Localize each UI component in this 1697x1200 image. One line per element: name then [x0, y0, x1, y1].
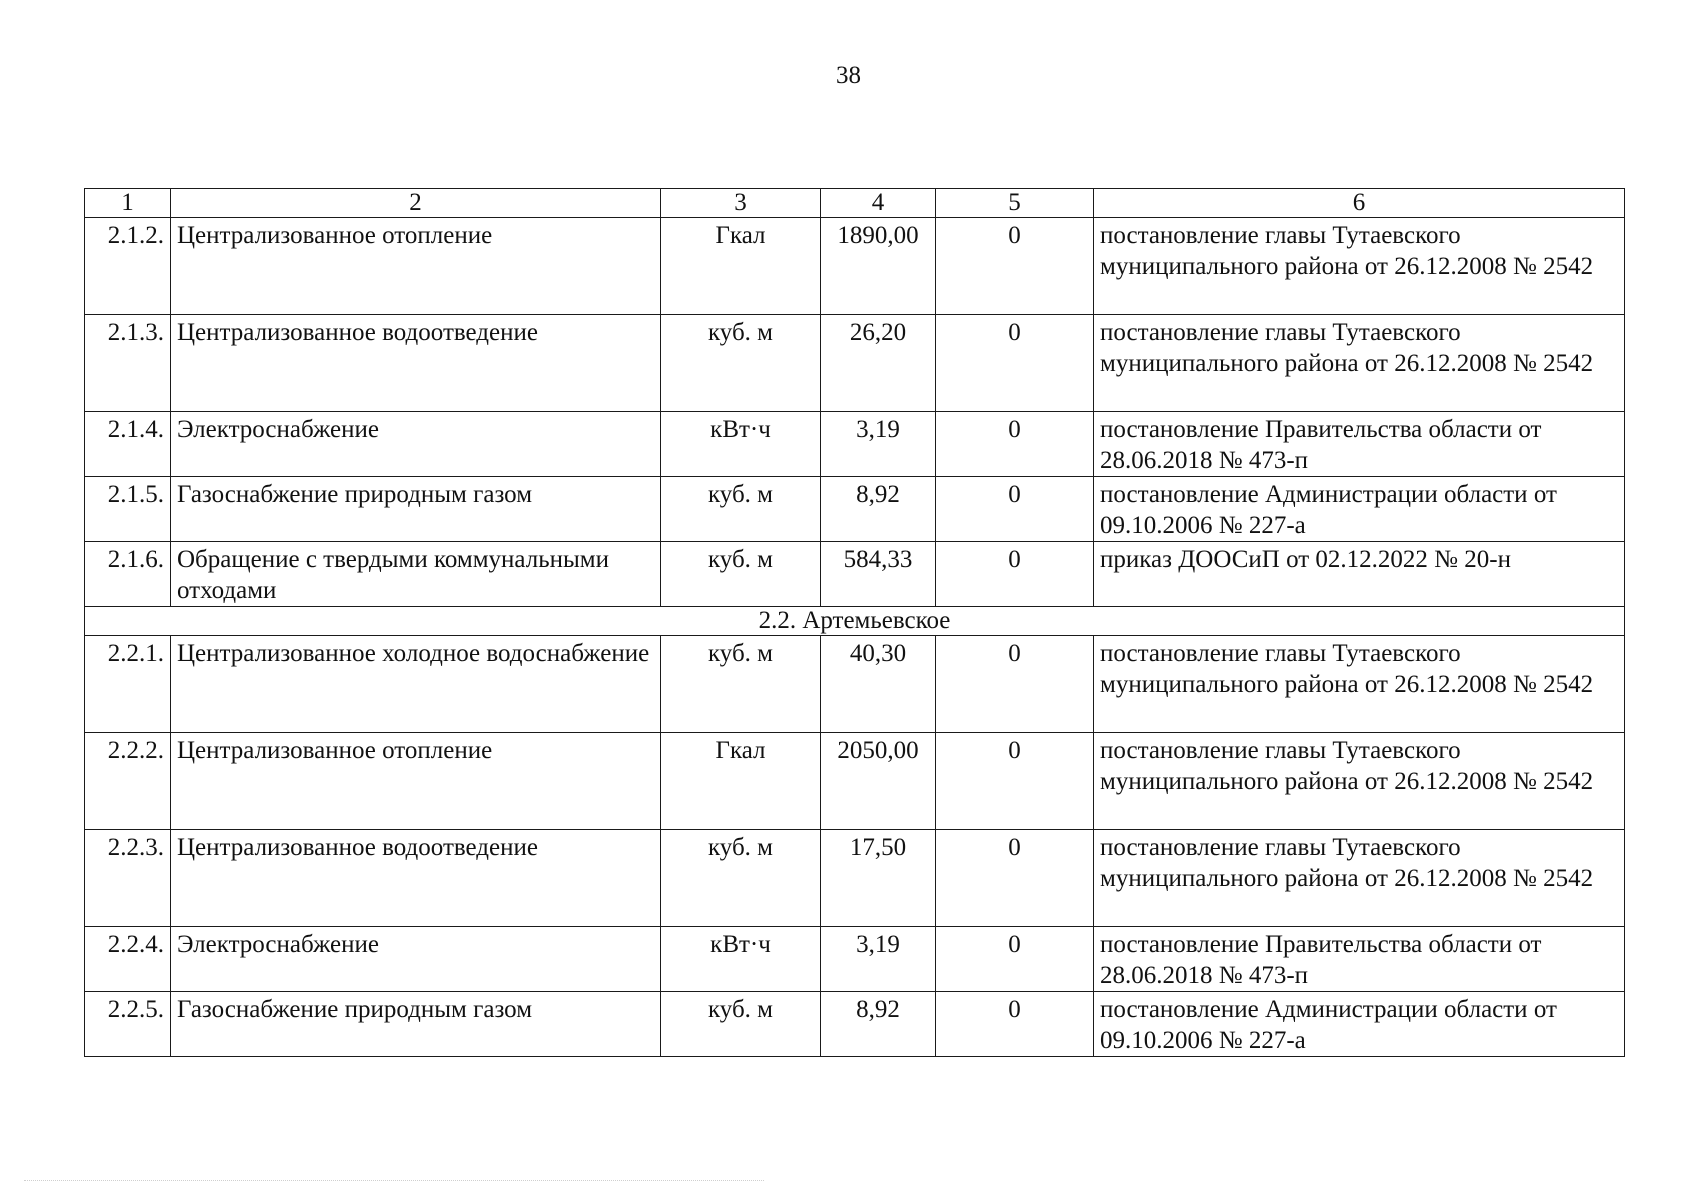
column-5-value-cell: 0 — [936, 830, 1094, 927]
row-number-cell: 2.1.6. — [85, 542, 171, 607]
service-name-cell: Обращение с твердыми коммунальными отходами — [171, 542, 661, 607]
table-header-row — [85, 189, 1625, 218]
header-col-5: 5 — [936, 189, 1094, 218]
unit-cell: куб. м — [661, 992, 821, 1057]
table-row — [85, 218, 1625, 315]
table-row — [85, 542, 1625, 607]
column-5-value-cell: 0 — [936, 733, 1094, 830]
table-row — [85, 477, 1625, 542]
row-number-cell: 2.1.5. — [85, 477, 171, 542]
table-row — [85, 992, 1625, 1057]
norm-value-cell: 584,33 — [821, 542, 936, 607]
service-name-cell: Централизованное отопление — [171, 733, 661, 830]
norm-value-cell: 26,20 — [821, 315, 936, 412]
row-number-cell: 2.2.1. — [85, 636, 171, 733]
unit-cell: куб. м — [661, 315, 821, 412]
header-col-3: 3 — [661, 189, 821, 218]
legal-document-cell: постановление главы Тутаевского муниципального района от 26.12.2008 № 2542 — [1094, 218, 1625, 315]
header-col-6: 6 — [1094, 189, 1625, 218]
header-col-2: 2 — [171, 189, 661, 218]
legal-document-cell: постановление главы Тутаевского муниципального района от 26.12.2008 № 2542 — [1094, 830, 1625, 927]
column-5-value-cell: 0 — [936, 218, 1094, 315]
scan-artifact-line — [24, 1180, 764, 1182]
row-number-cell: 2.2.2. — [85, 733, 171, 830]
unit-cell: куб. м — [661, 636, 821, 733]
column-5-value-cell: 0 — [936, 636, 1094, 733]
norm-value-cell: 8,92 — [821, 992, 936, 1057]
service-name-cell: Централизованное отопление — [171, 218, 661, 315]
table-row — [85, 927, 1625, 992]
norm-value-cell: 3,19 — [821, 412, 936, 477]
header-col-1: 1 — [85, 189, 171, 218]
section-row — [85, 607, 1625, 636]
service-name-cell: Централизованное водоотведение — [171, 315, 661, 412]
table-row — [85, 315, 1625, 412]
legal-document-cell: постановление Правительства области от 28.06.2018 № 473-п — [1094, 412, 1625, 477]
norm-value-cell: 8,92 — [821, 477, 936, 542]
service-name-cell: Газоснабжение природным газом — [171, 992, 661, 1057]
row-number-cell: 2.1.2. — [85, 218, 171, 315]
column-5-value-cell: 0 — [936, 542, 1094, 607]
legal-document-cell: постановление Администрации области от 09.10.2006 № 227-а — [1094, 477, 1625, 542]
table-row — [85, 733, 1625, 830]
service-name-cell: Газоснабжение природным газом — [171, 477, 661, 542]
unit-cell: Гкал — [661, 733, 821, 830]
norm-value-cell: 1890,00 — [821, 218, 936, 315]
column-5-value-cell: 0 — [936, 992, 1094, 1057]
norm-value-cell: 40,30 — [821, 636, 936, 733]
tariff-table — [84, 188, 1625, 1057]
legal-document-cell: приказ ДООСиП от 02.12.2022 № 20-н — [1094, 542, 1625, 607]
service-name-cell: Электроснабжение — [171, 927, 661, 992]
column-5-value-cell: 0 — [936, 927, 1094, 992]
legal-document-cell: постановление Администрации области от 09.10.2006 № 227-а — [1094, 992, 1625, 1057]
legal-document-cell: постановление главы Тутаевского муниципального района от 26.12.2008 № 2542 — [1094, 315, 1625, 412]
norm-value-cell: 3,19 — [821, 927, 936, 992]
unit-cell: куб. м — [661, 830, 821, 927]
table-row — [85, 412, 1625, 477]
service-name-cell: Централизованное холодное водоснабжение — [171, 636, 661, 733]
row-number-cell: 2.2.5. — [85, 992, 171, 1057]
table-row — [85, 636, 1625, 733]
norm-value-cell: 17,50 — [821, 830, 936, 927]
row-number-cell: 2.1.4. — [85, 412, 171, 477]
unit-cell: куб. м — [661, 542, 821, 607]
page-number: 38 — [836, 62, 861, 89]
legal-document-cell: постановление главы Тутаевского муниципального района от 26.12.2008 № 2542 — [1094, 733, 1625, 830]
unit-cell: куб. м — [661, 477, 821, 542]
service-name-cell: Централизованное водоотведение — [171, 830, 661, 927]
unit-cell: Гкал — [661, 218, 821, 315]
legal-document-cell: постановление Правительства области от 28.06.2018 № 473-п — [1094, 927, 1625, 992]
tariff-table-body — [85, 189, 1625, 1057]
unit-cell: кВт·ч — [661, 412, 821, 477]
row-number-cell: 2.2.4. — [85, 927, 171, 992]
header-col-4: 4 — [821, 189, 936, 218]
unit-cell: кВт·ч — [661, 927, 821, 992]
column-5-value-cell: 0 — [936, 477, 1094, 542]
row-number-cell: 2.1.3. — [85, 315, 171, 412]
section-title: 2.2. Артемьевское — [85, 607, 1625, 636]
legal-document-cell: постановление главы Тутаевского муниципального района от 26.12.2008 № 2542 — [1094, 636, 1625, 733]
table-row — [85, 830, 1625, 927]
column-5-value-cell: 0 — [936, 412, 1094, 477]
row-number-cell: 2.2.3. — [85, 830, 171, 927]
column-5-value-cell: 0 — [936, 315, 1094, 412]
service-name-cell: Электроснабжение — [171, 412, 661, 477]
norm-value-cell: 2050,00 — [821, 733, 936, 830]
